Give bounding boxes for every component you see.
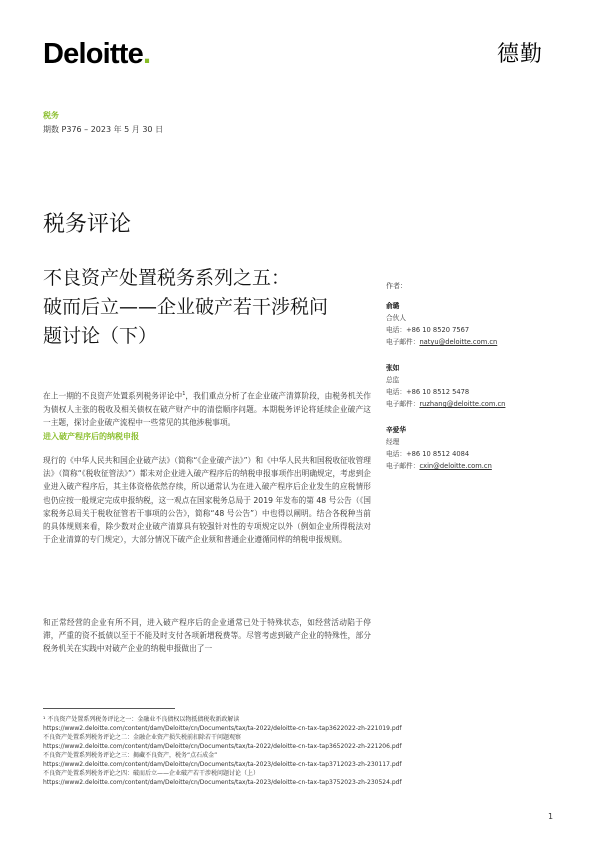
footnote-link[interactable]: https://www2.deloitte.com/content/dam/Deloitte/cn/Documents/tax/ta-2023/deloitte-cn-tax-tap3712023-zh-230117.pdf bbox=[43, 761, 402, 768]
title-line: 题讨论（下） bbox=[43, 325, 158, 347]
authors-label: 作者： bbox=[386, 282, 407, 290]
body-paragraph: 现行的《中华人民共和国企业破产法》（简称“《企业破产法》”）和《中华人民共和国税收征收管理法》（简称“《税收征管法》”）都未对企业进入破产程序后的纳税申报事项作出明确规定，考虑到企业进入破产程序后，其主体资格依然存续，所以通常认为在进入破产程序后企业发生的应税情形也仍应按一般规定完成申报纳税，这一观点在国家税务总局于 2019 年发布的第 48 号公告（《国家税务总局关于税收征管若干事项的公告》，简称“48 号公告”）中也得以阐明。结合各税种当前的具体规则来看，除少数对企业破产清算具有较强针对性的专项规定以外（例如企业所得税法对于企业清算的专门规定），大部分情况下破产企业须和普通企业遵循同样的纳税申报规则。 bbox=[43, 456, 371, 545]
section-heading: 进入破产程序后的纳税申报 bbox=[43, 432, 139, 441]
author-phone: +86 10 8512 4084 bbox=[406, 450, 470, 458]
footnote-link[interactable]: https://www2.deloitte.com/content/dam/Deloitte/cn/Documents/tax/ta-2022/deloitte-cn-tax-tap3622022-zh-221019.pdf bbox=[43, 725, 402, 732]
author-phone-row: 电话：+86 10 8520 7567 bbox=[386, 326, 470, 334]
author-card bbox=[386, 362, 576, 410]
author-phone: +86 10 8512 5478 bbox=[406, 388, 470, 396]
footnote-line: ¹ 不良资产处置系列税务评论之一：金融业不良债权以物抵债税收新政解读 bbox=[43, 716, 240, 723]
author-card bbox=[386, 424, 576, 472]
issue-line: 期数 P376 – 2023 年 5 月 30 日 bbox=[43, 125, 164, 134]
author-name: 张如 bbox=[386, 364, 400, 372]
author-card bbox=[386, 300, 576, 348]
footnote-divider bbox=[43, 708, 175, 709]
author-name: 辛爱华 bbox=[386, 426, 407, 434]
body-paragraph: 和正常经营的企业有所不同，进入破产程序后的企业通常已处于特殊状态，如经营活动陷于停滞，严重的资不抵债以至于不能及时支付各项新增税费等。尽管考虑到破产企业的特殊性，部分税务机关在实践中对破产企业的纳税申报做出了一 bbox=[43, 618, 371, 654]
author-role: 经理 bbox=[386, 438, 400, 446]
logo-dot: . bbox=[142, 38, 151, 70]
title-line: 破而后立——企业破产若干涉税问 bbox=[43, 296, 329, 318]
author-email-row: 电子邮件：natyu@deloitte.com.cn bbox=[386, 338, 498, 346]
author-phone: +86 10 8520 7567 bbox=[406, 326, 470, 334]
category-label: 税务 bbox=[43, 111, 59, 120]
author-email-row: 电子邮件：cxin@deloitte.com.cn bbox=[386, 462, 492, 470]
article-title bbox=[43, 264, 363, 351]
footnote-line: 不良资产处置系列税务评论之三：揭藏不良资产，税务“点石成金” bbox=[43, 752, 218, 759]
footnote-ref[interactable]: 1 bbox=[182, 391, 186, 397]
series-title: 税务评论 bbox=[43, 212, 132, 237]
author-email-link[interactable]: ruzhang@deloitte.com.cn bbox=[419, 400, 506, 408]
intro-paragraph: 在上一期的不良资产处置系列税务评论中$^1$，我们重点分析了在企业破产清算阶段，由税务机关作为债权人主张的税收及相关债权在破产财产中的清偿顺序问题。本期税务评论将延续企业破产这一主题，探讨企业破产流程中一些常见的其他涉税事项。 bbox=[43, 391, 371, 427]
page-number: 1 bbox=[548, 812, 554, 821]
author-name: 俞璐 bbox=[386, 302, 400, 310]
author-email-row: 电子邮件：ruzhang@deloitte.com.cn bbox=[386, 400, 506, 408]
author-email-link[interactable]: cxin@deloitte.com.cn bbox=[419, 462, 492, 470]
title-line: 不良资产处置税务系列之五： bbox=[43, 267, 291, 289]
author-role: 合伙人 bbox=[386, 314, 407, 322]
footnote-link[interactable]: https://www2.deloitte.com/content/dam/Deloitte/cn/Documents/tax/ta-2023/deloitte-cn-tax-tap3752023-zh-230524.pdf bbox=[43, 779, 402, 786]
footnote-line: 不良资产处置系列税务评论之四：破而后立——企业破产若干涉税问题讨论（上） bbox=[43, 770, 260, 777]
deloitte-logo: Deloitte. bbox=[43, 38, 151, 70]
footnote-line: 不良资产处置系列税务评论之二：金融企业资产损失税前扣除若干问题观察 bbox=[43, 734, 242, 741]
author-email-link[interactable]: natyu@deloitte.com.cn bbox=[419, 338, 498, 346]
footnote-link[interactable]: https://www2.deloitte.com/content/dam/Deloitte/cn/Documents/tax/ta-2022/deloitte-cn-tax-tap3652022-zh-221206.pdf bbox=[43, 743, 402, 750]
deloitte-chinese-logo: 德勤 bbox=[497, 42, 544, 67]
author-phone-row: 电话：+86 10 8512 5478 bbox=[386, 388, 470, 396]
author-phone-row: 电话：+86 10 8512 4084 bbox=[386, 450, 470, 458]
author-role: 总监 bbox=[386, 376, 400, 384]
